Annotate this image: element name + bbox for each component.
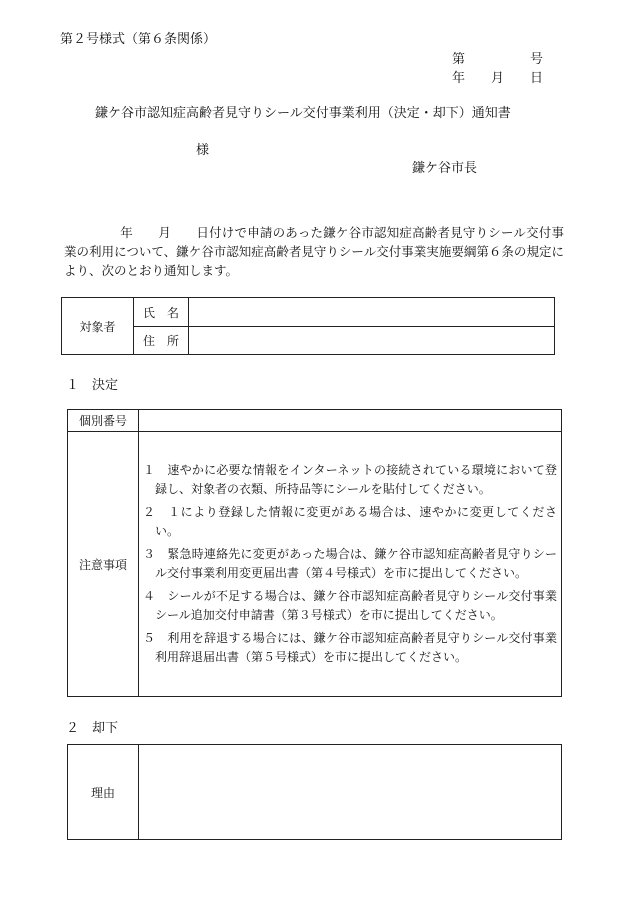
- id-number-value-cell: [139, 410, 562, 432]
- rejection-table: [67, 744, 562, 840]
- note-item: ２ １により登録した情報に変更がある場合は、速やかに変更してください。: [143, 504, 557, 538]
- document-date-label: 年 月 日: [452, 71, 544, 86]
- note-item: ４ シールが不足する場合は、鎌ケ谷市認知症高齢者見守りシール交付事業シール追加交付申請書（第３号様式）を市に提出してください。: [143, 588, 557, 622]
- notes-label: 注意事項: [68, 432, 139, 697]
- section-rejection-heading: ２ 却下: [66, 721, 119, 736]
- decision-table: [67, 409, 562, 697]
- address-label: 住 所: [134, 327, 189, 355]
- addressee-suffix: 様: [196, 143, 210, 158]
- body-paragraph: 年 月 日付けで申請のあった鎌ケ谷市認知症高齢者見守りシール交付事業の利用について、鎌ケ谷市認知症高齢者見守りシール交付事業実施要綱第６条の規定により、次のとおり通知します。: [64, 225, 564, 278]
- note-item: ３ 緊急時連絡先に変更があった場合は、鎌ケ谷市認知症高齢者見守りシール交付事業利用変更届出書（第４号様式）を市に提出してください。: [143, 546, 557, 580]
- reason-value-cell: [139, 745, 562, 840]
- document-title: 鎌ケ谷市認知症高齢者見守りシール交付事業利用（決定・却下）通知書: [95, 106, 511, 121]
- note-item: １ 速やかに必要な情報をインターネットの接続されている環境において登録し、対象者の衣類、所持品等にシールを貼付してください。: [143, 462, 557, 496]
- notes-cell: [139, 432, 562, 697]
- reason-label: 理由: [68, 745, 139, 840]
- name-value-cell: [189, 298, 555, 327]
- target-person-table: [61, 297, 555, 355]
- target-group-label: 対象者: [62, 298, 134, 355]
- id-number-label: 個別番号: [68, 410, 139, 432]
- address-value-cell: [189, 327, 555, 355]
- note-item: ５ 利用を辞退する場合には、鎌ケ谷市認知症高齢者見守りシール交付事業利用辞退届出書（第５号様式）を市に提出してください。: [143, 630, 557, 664]
- name-label: 氏 名: [134, 298, 189, 327]
- section-decision-heading: １ 決定: [66, 378, 119, 393]
- form-number: 第２号様式（第６条関係）: [60, 32, 217, 47]
- document-number-label: 第 号: [452, 52, 544, 67]
- issuer-name: 鎌ケ谷市長: [412, 161, 478, 176]
